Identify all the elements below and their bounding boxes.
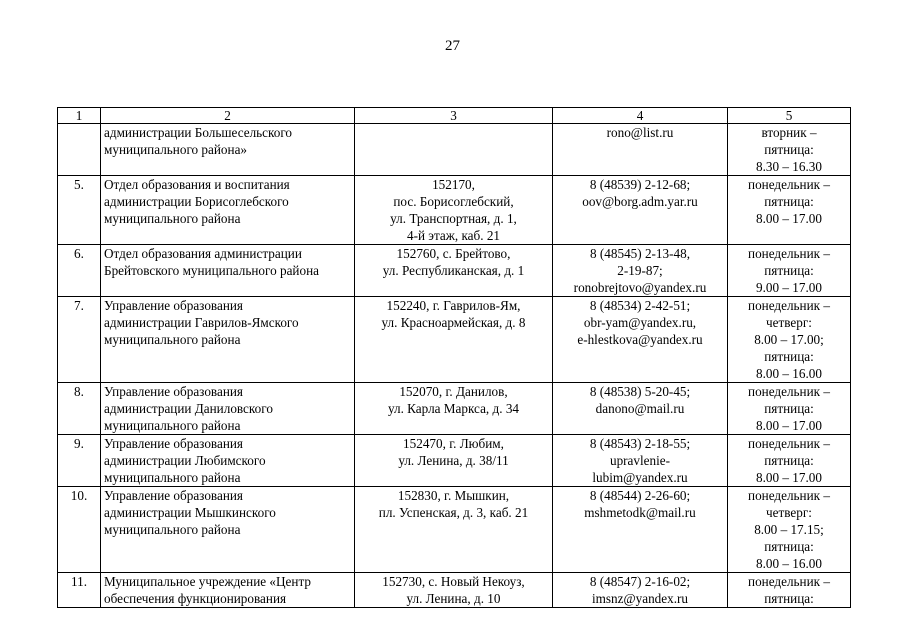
cell-line: 8.00 – 16.00 [756, 556, 822, 571]
address-cell [355, 435, 553, 487]
organization-name-cell [101, 383, 355, 435]
cell-line: понедельник – [748, 436, 830, 451]
row-number-cell: 8. [58, 383, 101, 435]
contacts-cell [553, 297, 728, 383]
table-row [58, 124, 851, 176]
cell-line: Отдел образования администрации [104, 246, 302, 261]
cell-line: lubim@yandex.ru [592, 470, 688, 485]
cell-line: Управление образования [104, 488, 243, 503]
header-row [58, 108, 851, 124]
address-cell [355, 297, 553, 383]
table-row [58, 383, 851, 435]
address-cell [355, 573, 553, 608]
cell-line: муниципального района [104, 522, 241, 537]
cell-line: муниципального района [104, 332, 241, 347]
contacts-cell [553, 176, 728, 245]
cell-line: четверг: [766, 315, 812, 330]
cell-line: ул. Республиканская, д. 1 [382, 263, 525, 278]
cell-line: 8.00 – 17.15; [754, 522, 824, 537]
cell-line: 152470, г. Любим, [403, 436, 504, 451]
table-row [58, 297, 851, 383]
cell-line: obr-yam@yandex.ru, [583, 315, 697, 330]
column-header: 2 [101, 108, 355, 124]
cell-line: понедельник – [748, 177, 830, 192]
cell-line: Управление образования [104, 436, 243, 451]
contacts-cell [553, 573, 728, 608]
column-header: 4 [553, 108, 728, 124]
address-cell [355, 383, 553, 435]
organization-name-cell [101, 573, 355, 608]
table-row [58, 245, 851, 297]
cell-line: ronobrejtovo@yandex.ru [573, 280, 707, 295]
cell-line: 8 (48543) 2-18-55; [589, 436, 691, 451]
organization-name-cell [101, 245, 355, 297]
cell-line: ул. Ленина, д. 10 [406, 591, 501, 606]
cell-line: upravlenie- [609, 453, 671, 468]
working-hours-cell [728, 124, 851, 176]
column-header: 3 [355, 108, 553, 124]
cell-line: пятница: [764, 349, 814, 364]
cell-line: 8.00 – 17.00 [756, 470, 822, 485]
cell-line: 8 (48547) 2-16-02; [589, 574, 691, 589]
organization-name-cell [101, 124, 355, 176]
column-header: 5 [728, 108, 851, 124]
cell-line: Брейтовского муниципального района [104, 263, 319, 278]
cell-line: пятница: [764, 591, 814, 606]
working-hours-cell [728, 487, 851, 573]
cell-line: 8 (48538) 5-20-45; [589, 384, 691, 399]
cell-line: пятница: [764, 453, 814, 468]
row-number-cell: 6. [58, 245, 101, 297]
directory-table [57, 107, 851, 608]
cell-line: ул. Карла Маркса, д. 34 [387, 401, 520, 416]
cell-line: пос. Борисоглебский, [393, 194, 514, 209]
cell-line: понедельник – [748, 246, 830, 261]
cell-line: пятница: [764, 401, 814, 416]
page-number: 27 [445, 38, 460, 54]
contacts-cell [553, 245, 728, 297]
cell-line: вторник – [761, 125, 817, 140]
table-row [58, 487, 851, 573]
organization-name-cell [101, 297, 355, 383]
cell-line: 4-й этаж, каб. 21 [406, 228, 501, 243]
cell-line: 8.30 – 16.30 [756, 159, 822, 174]
cell-line: 152070, г. Данилов, [399, 384, 508, 399]
cell-line: ул. Ленина, д. 38/11 [398, 453, 509, 468]
cell-line: администрации Даниловского [104, 401, 273, 416]
row-number-cell: 7. [58, 297, 101, 383]
cell-line: 8 (48539) 2-12-68; [589, 177, 691, 192]
organization-name-cell [101, 487, 355, 573]
cell-line: понедельник – [748, 384, 830, 399]
address-cell [355, 245, 553, 297]
cell-line: 8.00 – 16.00 [756, 366, 822, 381]
cell-line: муниципального района [104, 470, 241, 485]
cell-line: imsnz@yandex.ru [591, 591, 688, 606]
row-number-cell [58, 124, 101, 176]
cell-line: четверг: [766, 505, 812, 520]
cell-line: понедельник – [748, 298, 830, 313]
contacts-cell [553, 487, 728, 573]
cell-line: муниципального района» [104, 142, 248, 157]
organization-name-cell [101, 435, 355, 487]
working-hours-cell [728, 573, 851, 608]
cell-line: администрации Мышкинского [104, 505, 276, 520]
contacts-cell [553, 435, 728, 487]
cell-line: 152170, [432, 177, 475, 192]
row-number-cell: 10. [58, 487, 101, 573]
cell-line: oov@borg.adm.yar.ru [582, 194, 698, 209]
working-hours-cell [728, 245, 851, 297]
table-row [58, 435, 851, 487]
cell-line: понедельник – [748, 488, 830, 503]
cell-line: администрации Любимского [104, 453, 266, 468]
cell-line: danono@mail.ru [595, 401, 685, 416]
contacts-cell [553, 383, 728, 435]
address-cell [355, 124, 553, 176]
cell-line: пятница: [764, 194, 814, 209]
cell-line: администрации Гаврилов-Ямского [104, 315, 299, 330]
cell-line: 8.00 – 17.00 [756, 418, 822, 433]
address-cell [355, 487, 553, 573]
cell-line: пятница: [764, 142, 814, 157]
row-number-cell: 5. [58, 176, 101, 245]
cell-line: муниципального района [104, 211, 241, 226]
cell-line: 2-19-87; [617, 263, 663, 278]
cell-line: администрации Большесельского [104, 125, 293, 140]
working-hours-cell [728, 297, 851, 383]
cell-line: 8.00 – 17.00; [754, 332, 824, 347]
working-hours-cell [728, 435, 851, 487]
working-hours-cell [728, 176, 851, 245]
cell-line: понедельник – [748, 574, 830, 589]
cell-line: e-hlestkova@yandex.ru [577, 332, 703, 347]
cell-line: пятница: [764, 263, 814, 278]
row-number-cell: 9. [58, 435, 101, 487]
working-hours-cell [728, 383, 851, 435]
table-body [58, 124, 851, 608]
cell-line: пятница: [764, 539, 814, 554]
cell-line: 152830, г. Мышкин, [397, 488, 510, 503]
cell-line: 152730, с. Новый Некоуз, [382, 574, 525, 589]
cell-line: ул. Красноармейская, д. 8 [381, 315, 526, 330]
cell-line: ул. Транспортная, д. 1, [390, 211, 517, 226]
cell-line: 152240, г. Гаврилов-Ям, [386, 298, 521, 313]
cell-line: 8.00 – 17.00 [756, 211, 822, 226]
contacts-cell [553, 124, 728, 176]
cell-line: mshmetodk@mail.ru [584, 505, 696, 520]
cell-line: Управление образования [104, 298, 243, 313]
cell-line: администрации Борисоглебского [104, 194, 289, 209]
cell-line: муниципального района [104, 418, 241, 433]
address-cell [355, 176, 553, 245]
column-header: 1 [58, 108, 101, 124]
cell-line: 8 (48545) 2-13-48, [590, 246, 690, 261]
cell-line: обеспечения функционирования [104, 591, 287, 606]
cell-line: Муниципальное учреждение «Центр [104, 574, 311, 589]
cell-line: пл. Успенская, д. 3, каб. 21 [378, 505, 529, 520]
cell-line: 8 (48534) 2-42-51; [589, 298, 691, 313]
cell-line: Управление образования [104, 384, 243, 399]
cell-line: rono@list.ru [606, 125, 674, 140]
cell-line: 9.00 – 17.00 [756, 280, 822, 295]
table-row [58, 176, 851, 245]
table-row [58, 573, 851, 608]
cell-line: 152760, с. Брейтово, [396, 246, 511, 261]
row-number-cell: 11. [58, 573, 101, 608]
organization-name-cell [101, 176, 355, 245]
cell-line: Отдел образования и воспитания [104, 177, 290, 192]
cell-line: 8 (48544) 2-26-60; [589, 488, 691, 503]
